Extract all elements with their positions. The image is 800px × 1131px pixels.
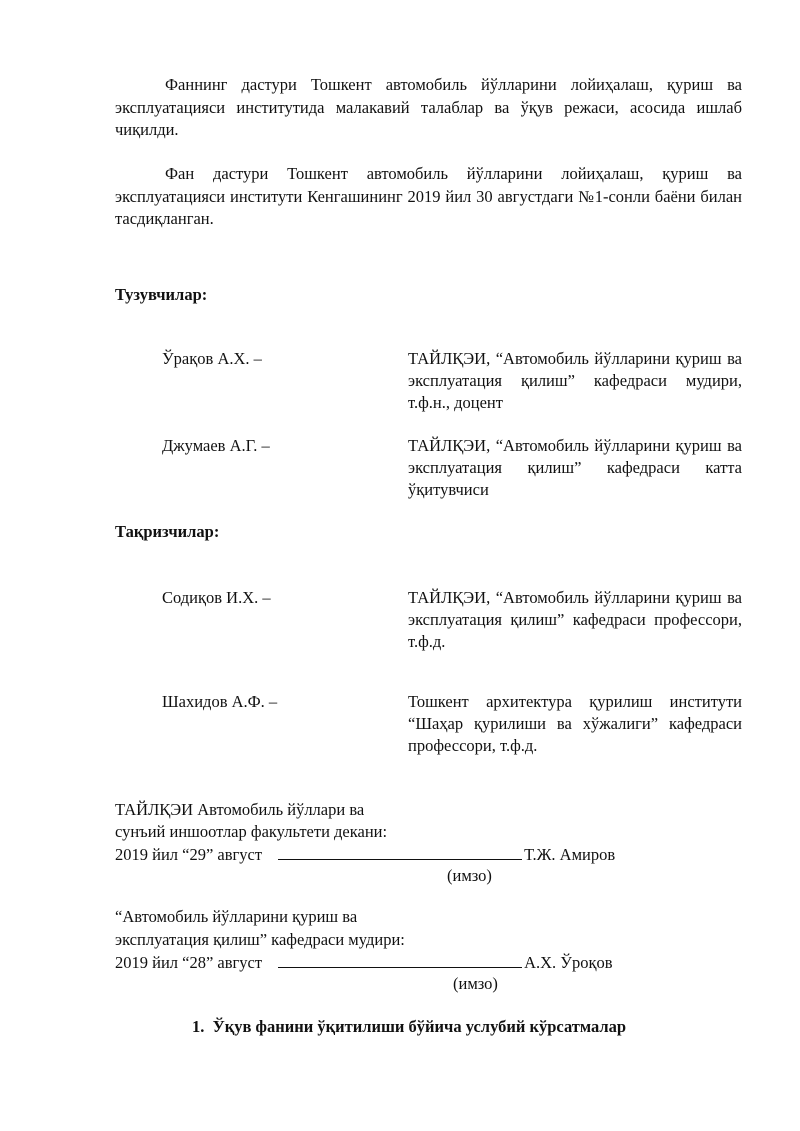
dean-title-line-2: сунъий иншоотлар факультети декани:: [115, 822, 388, 841]
dean-signer-name: Т.Ж. Амиров: [524, 845, 616, 864]
head-title-line-2: эксплуатация қилиш” кафедраси мудири:: [115, 930, 405, 949]
intro-paragraph-2: Фан дастури Тошкент автомобиль йўлларини лойиҳалаш, қуриш ва эксплуатацияси институти Кенгашининг 2019 йил 30 августдаги №1-сонли баёни билан тасдиқланган.: [115, 164, 742, 228]
reviewers-heading: Тақризчилар:: [115, 522, 220, 541]
dean-title-line-1: ТАЙЛҚЭИ Автомобиль йўллари ва: [115, 800, 365, 819]
compilers-heading: Тузувчилар:: [115, 285, 208, 304]
reviewer-role-2: Тошкент архитектура қурилиш институти “Шаҳар қурилиши ва хўжалиги” кафедраси профессори, т.ф.д.: [408, 692, 742, 755]
compiler-name-1: Ўрақов А.Х. –: [162, 349, 262, 368]
dean-signature-line: [278, 843, 522, 860]
compiler-role-2: ТАЙЛҚЭИ, “Автомобиль йўлларини қуриш ва эксплуатация қилиш” кафедраси катта ўқитувчиси: [408, 436, 742, 499]
head-date: 2019 йил “28” август: [115, 953, 263, 972]
section-heading: [192, 1016, 626, 1038]
section-title: Ўқув фанини ўқитилиши бўйича услубий кўрсатмалар: [212, 1017, 627, 1036]
head-title-line-1: “Автомобиль йўлларини қуриш ва: [115, 907, 358, 926]
head-signature-label: (имзо): [453, 974, 498, 993]
section-number: 1.: [192, 1017, 205, 1036]
dean-signature-label: (имзо): [447, 866, 492, 885]
reviewer-name-2: Шахидов А.Ф. –: [162, 692, 278, 711]
dean-signature-row: [115, 843, 615, 866]
head-signature-row: [115, 951, 613, 974]
dean-date: 2019 йил “29” август: [115, 845, 263, 864]
compiler-name-2: Джумаев А.Г. –: [162, 436, 270, 455]
head-signature-line: [278, 951, 522, 968]
intro-paragraph-1: Фаннинг дастури Тошкент автомобиль йўлларини лойиҳалаш, қуриш ва эксплуатацияси институтида малакавий талаблар ва ўқув режаси, асосида ишлаб чиқилди.: [115, 75, 742, 139]
head-signer-name: А.Х. Ўроқов: [524, 953, 613, 972]
compiler-role-1: ТАЙЛҚЭИ, “Автомобиль йўлларини қуриш ва эксплуатация қилиш” кафедраси мудири, т.ф.н., доцент: [408, 349, 742, 412]
reviewer-role-1: ТАЙЛҚЭИ, “Автомобиль йўлларини қуриш ва эксплуатация қилиш” кафедраси профессори, т.ф.д.: [408, 588, 742, 651]
reviewer-name-1: Содиқов И.Х. –: [162, 588, 271, 607]
